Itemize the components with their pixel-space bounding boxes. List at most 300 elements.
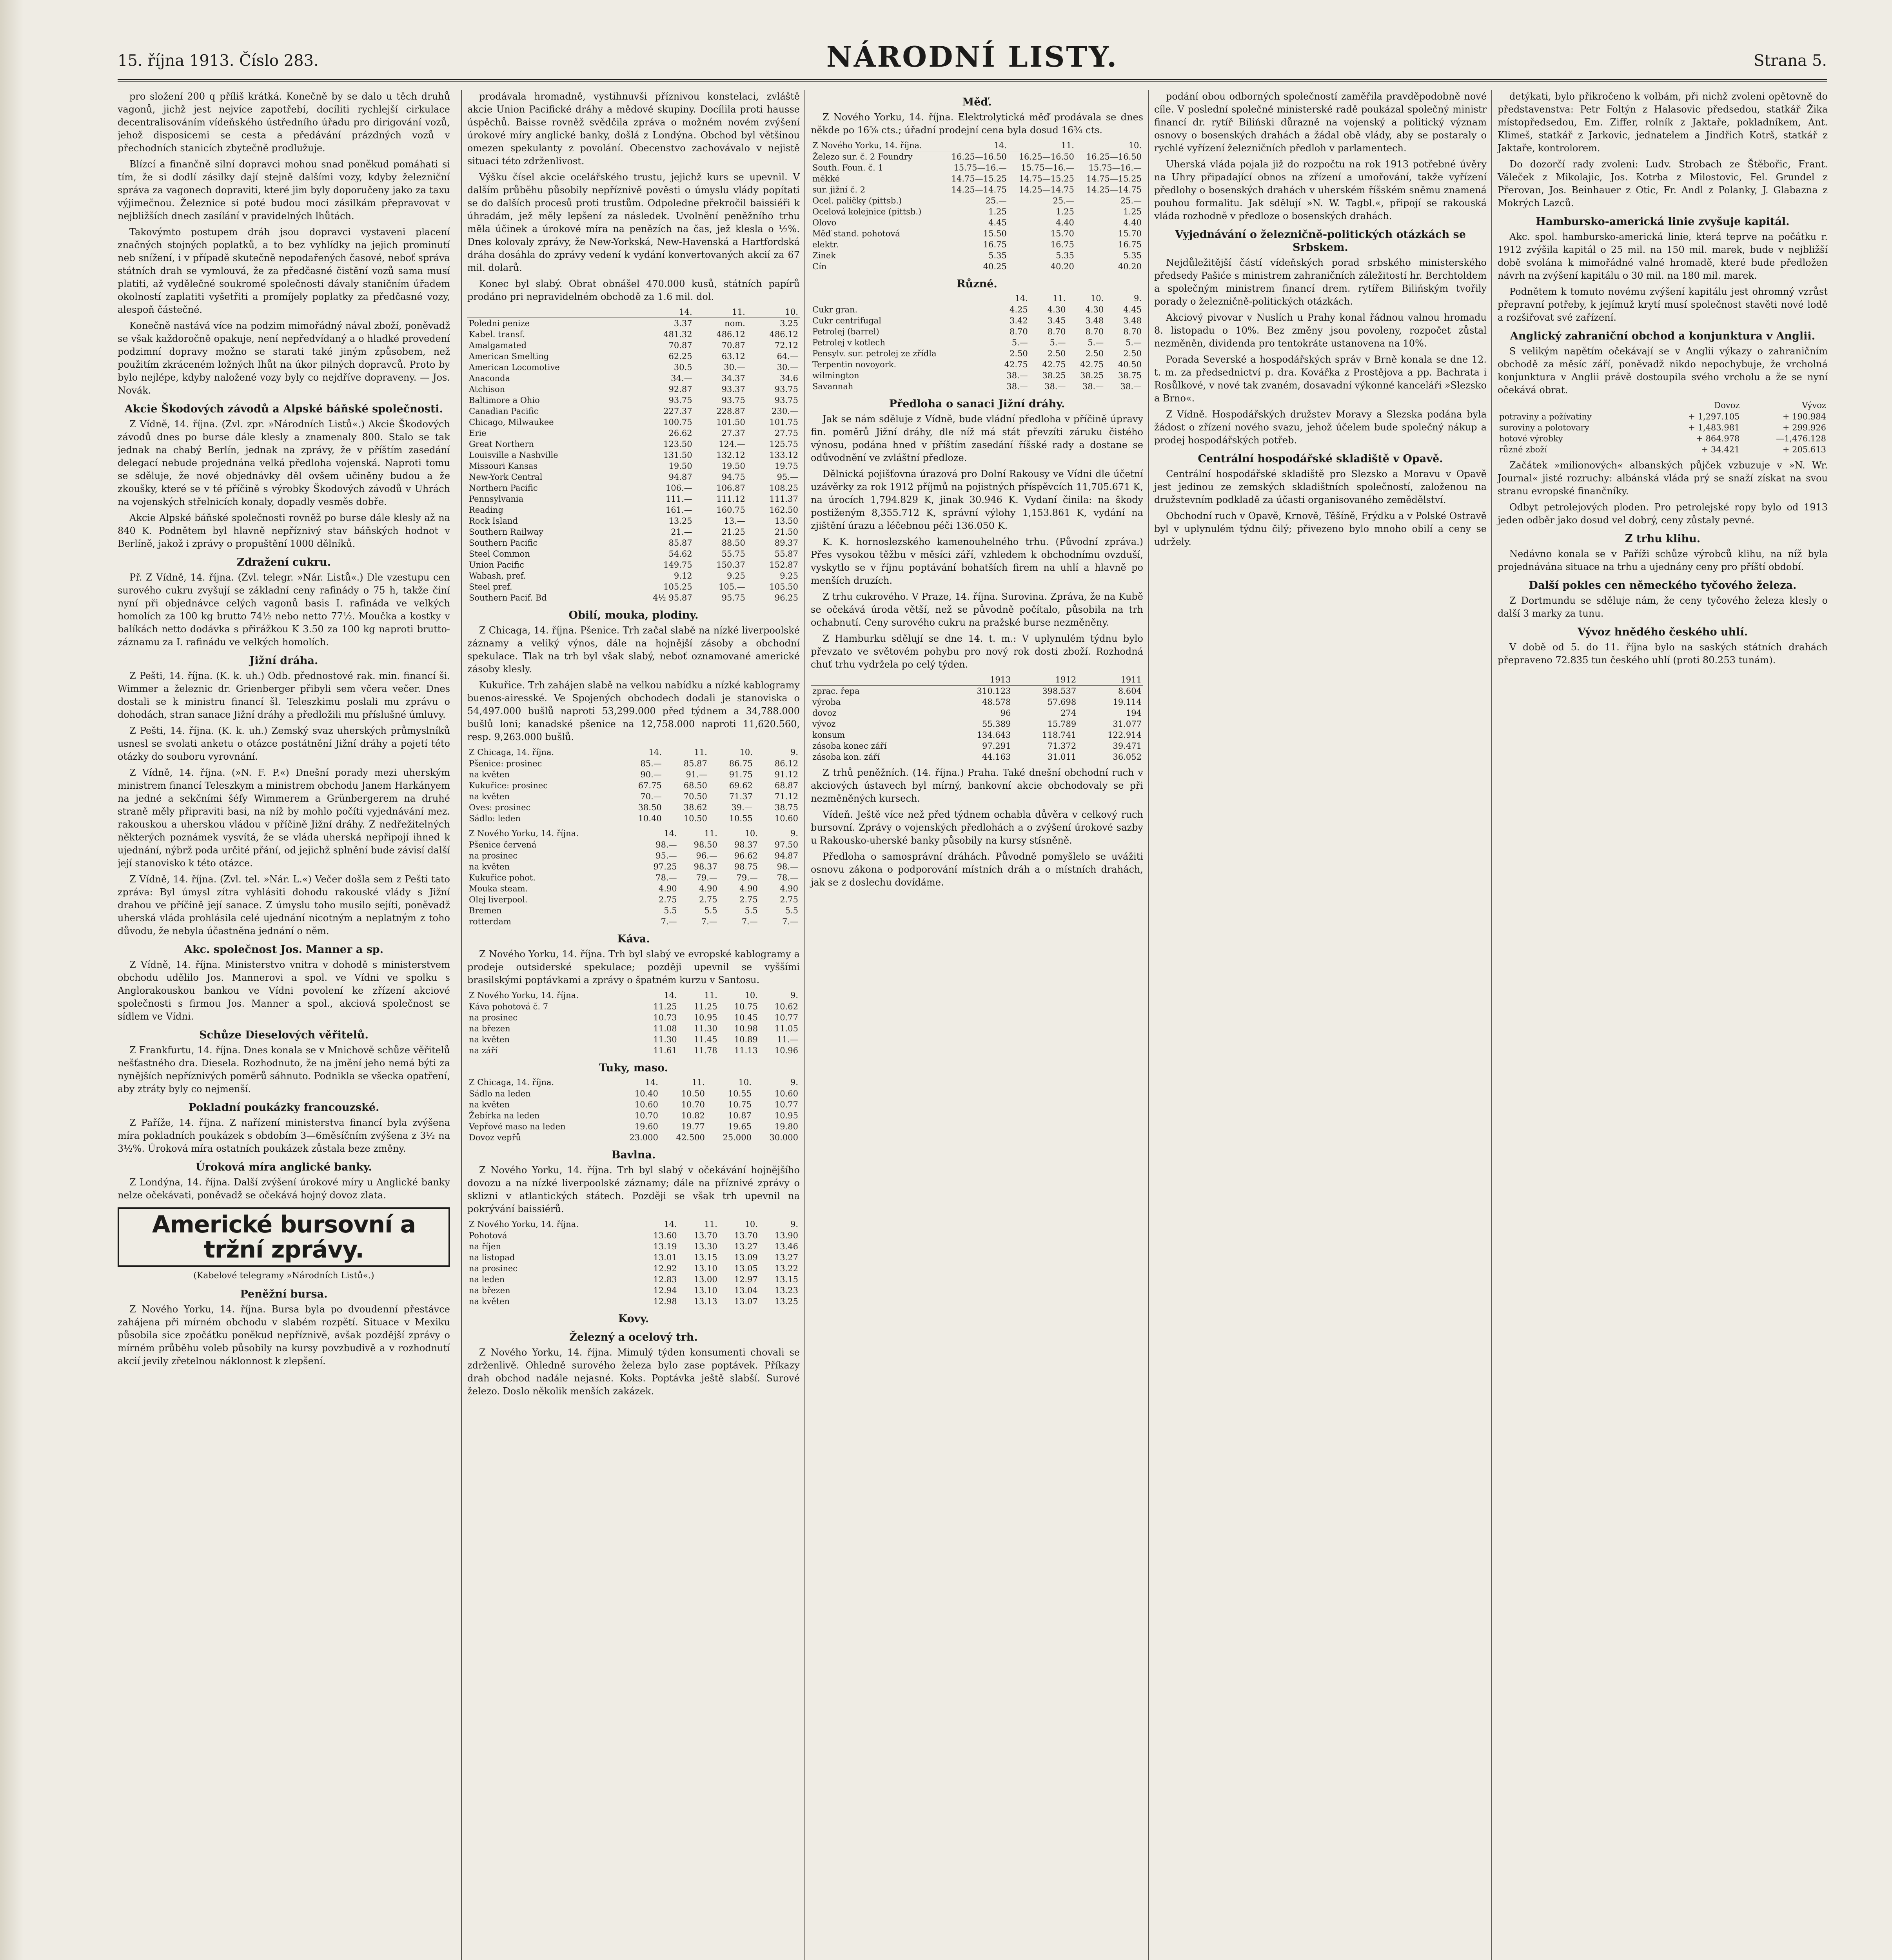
article-paragraph: Z Nového Yorku, 14. října. Elektrolytická měď prodávala se dnes někde po 16⁵⁄₈ cts.; úřadní prodejní cena byla dosud 16¾ cts.: [811, 112, 1143, 136]
table-cell: 95.75: [721, 593, 745, 603]
table-cell: 13.30: [694, 1242, 717, 1251]
table-header-cell: 10.: [1067, 293, 1105, 304]
table-cell: Olovo: [812, 218, 837, 227]
table-cell: Kabel. transf.: [469, 330, 525, 339]
table-cell: + 34.421: [1701, 445, 1740, 454]
article-paragraph: Odbyt petrolejových ploden. Pro petrolejské ropy bylo od 1913 jeden odběr jako dosud vel dobrý, ceny zůstaly pevné.: [1498, 502, 1828, 526]
table-cell: 94.87: [668, 472, 692, 482]
table-row: [467, 1252, 800, 1263]
table-cell: 4.90: [699, 884, 717, 893]
table-row: [467, 769, 800, 780]
article-paragraph: Dělnická pojišťovna úrazová pro Dolní Rakousy ve Vídni dle účetní uzávěrky za rok 1912 příjmů na pojistných příspěvcích 11,705.671 K, na úrocích 1,794.829 K, jinak 30.946 K. Vydaní činila: na škody postiženým 8,355.712 K, správní výlohy 1,153.861 K, vydání na zjištění úrazu a léčebnou péči 136.050 K.: [811, 468, 1143, 531]
table-cell: 2.75: [739, 895, 758, 904]
table-row: [467, 417, 800, 428]
table-cell: 57.698: [1047, 697, 1077, 707]
table-row: [467, 1023, 800, 1034]
table-header-cell: 14.: [618, 747, 663, 758]
table-cell: + 205.613: [1782, 445, 1826, 454]
article-paragraph: Z Vídně. Hospodářských družstev Moravy a Slezska podána byla žádost o zřízení nového svazu, jehož účelem bude společný nákup a prodej hospodářských potřeb.: [1154, 409, 1487, 446]
table-cell: + 1,297.105: [1688, 412, 1740, 421]
table-cell: 19.50: [721, 461, 745, 471]
table-cell: 8.70: [1123, 327, 1142, 336]
table-cell: Anaconda: [469, 374, 510, 383]
table-cell: 30.5: [674, 363, 692, 372]
table-cell: na březen: [469, 1024, 510, 1033]
table-cell: 230.—: [772, 407, 798, 416]
table-row: [467, 494, 800, 505]
table-row: [811, 217, 1143, 228]
table-cell: 25.—: [985, 196, 1007, 205]
article-paragraph: S velikým napětím očekávají se v Anglii výkazy o zahraničním obchodě za měsíc září, poněvadž nikdo nepochybuje, že vrcholná konjunktura v Anglii právě dostoupila svého vrcholu a že se nyní očekává obrat.: [1498, 346, 1828, 396]
quote-table-newyork_wheat: [467, 828, 800, 927]
table-cell: 14.75—15.25: [951, 174, 1007, 183]
table-cell: 101.50: [716, 417, 745, 427]
table-row: [467, 329, 800, 340]
table-cell: 10.75: [734, 1002, 758, 1011]
table-cell: 34.37: [721, 374, 745, 383]
table-cell: Reading: [469, 505, 503, 515]
table-cell: 13.13: [694, 1297, 717, 1306]
article-paragraph: Z Paříže, 14. října. Z nařízení ministerstva financí byla zvýšena míra pokladních poukázek s obdobím 3—6měsíčním zvýšena z 3½ na 3½%. Úroková míra ostatních poukázek zůstala beze změny.: [118, 1117, 450, 1154]
table-cell: na květen: [469, 1035, 510, 1044]
table-cell: Cukr centrifugal: [812, 316, 881, 325]
article-paragraph: Konec byl slabý. Obrat obnášel 470.000 kusů, státních papírů prodáno pri nepravidelném obchodě za 1.6 mil. dol.: [467, 278, 800, 302]
table-cell: Mouka steam.: [469, 884, 528, 893]
table-cell: 15.70: [1050, 229, 1074, 238]
table-cell: 10.95: [694, 1013, 717, 1022]
table-cell: + 864.978: [1696, 434, 1740, 443]
table-row: [467, 1099, 800, 1110]
table-row: [467, 1012, 800, 1023]
table-cell: 5.35: [1123, 251, 1142, 260]
article-heading: Jižní dráha.: [249, 655, 318, 667]
quote-table-bonds: [467, 307, 800, 603]
table-cell: 85.87: [683, 759, 707, 768]
table-cell: 38.—: [1044, 382, 1066, 391]
table-cell: 90.—: [640, 770, 662, 779]
table-row: [467, 483, 800, 494]
article-heading: Kovy.: [618, 1313, 649, 1325]
table-cell: 10.60: [634, 1100, 658, 1109]
table-row: [811, 730, 1143, 740]
article-paragraph: Z Dortmundu se sděluje nám, že ceny tyčového železa klesly o další 3 marky za tunu.: [1498, 595, 1828, 619]
table-cell: sur. jižní č. 2: [812, 185, 866, 194]
table-cell: 9.12: [674, 571, 692, 581]
table-cell: 3.42: [1009, 316, 1028, 325]
table-cell: 13.60: [653, 1231, 677, 1240]
table-cell: nom.: [724, 319, 745, 328]
table-header-cell: Z Nového Yorku, 14. října.: [811, 140, 941, 151]
table-cell: 68.87: [774, 781, 798, 790]
table-cell: 10.40: [634, 1089, 658, 1098]
table-header-cell: 9.: [753, 1077, 800, 1088]
article-paragraph: Z Vídně, 14. října. (»N. F. P.«) Dnešní porady mezi uherským ministrem financí Teleszkym a ministrem obchodu Janem Harkányem na jedné a sekčními šéfy Wimmerem a Grünbergerem na druhé straně měly připraviti basi, na níž by mohlo počíti vyjednávání mez. rakouskou a uherskou vládou v příčině Jižní dráhy. Z nedřežitelných některých poznámek vysvítá, že se vláda uherská nepřipojí ihned k ujednání, nýbrž poda určité přání, od jejichž splnění bude závisí další její stanovisko k této otázce.: [118, 767, 450, 869]
article-heading: Tuky, maso.: [599, 1062, 668, 1074]
table-cell: 5.35: [1056, 251, 1074, 260]
table-cell: 11.13: [734, 1046, 758, 1055]
table-cell: 31.077: [1113, 719, 1142, 729]
table-row: [811, 337, 1143, 348]
table-cell: 19.80: [774, 1122, 798, 1131]
table-header-cell: 11.: [679, 990, 719, 1001]
table-header-cell: 10.: [719, 990, 759, 1001]
table-cell: Pohotová: [469, 1231, 507, 1240]
table-cell: 10.96: [774, 1046, 798, 1055]
table-cell: 55.75: [721, 549, 745, 559]
article-paragraph: Uherská vláda pojala již do rozpočtu na rok 1913 potřebné úvěry na Uhry připadající obnos na zřízení a umořování, takže vyřízení předlohy o bosenských drahách v uherském říšském sněmu znamená pouhou formalitu. Jak sdělují »N. W. Tagbl.«, připojí se rakouská vláda rozhodně v předloze o bosenských drahách.: [1154, 159, 1487, 221]
table-cell: 93.75: [774, 385, 798, 394]
table-row: [811, 250, 1143, 261]
table-cell: 93.75: [668, 396, 692, 405]
table-cell: —1,476.128: [1776, 434, 1826, 443]
table-cell: 10.45: [734, 1013, 758, 1022]
table-cell: 2.50: [1123, 349, 1142, 358]
table-cell: 2.50: [1009, 349, 1028, 358]
table-header-cell: 14.: [638, 828, 679, 839]
article-paragraph: pro složení 200 q příliš krátká. Konečně by se dalo u těch druhů vagonů, jichž jest nejvíce zapotřebí, docíliti rychlejší cirkulace decentralisováním vídeňského ústředního úřadu pro dirigování vozů, jehož disposicemi se cesta a předávání prázdných vozů v přechodních stanicích zbytečně prodlužuje.: [118, 91, 450, 154]
table-row: [467, 581, 800, 592]
table-cell: 78.—: [777, 873, 798, 882]
table-cell: Steel Common: [469, 549, 530, 559]
table-header-cell: Z Nového Yorku, 14. října.: [467, 1219, 638, 1230]
article-heading: Zdražení cukru.: [236, 556, 331, 568]
table-cell: 13.—: [724, 516, 745, 526]
table-cell: Amalgamated: [469, 341, 527, 350]
quote-table-sugar: [811, 674, 1143, 762]
table-row: [467, 916, 800, 927]
table-cell: 19.65: [728, 1122, 752, 1131]
table-cell: 31.011: [1047, 752, 1077, 762]
table-row: [467, 439, 800, 450]
table-row: [467, 395, 800, 406]
table-cell: 2.75: [699, 895, 717, 904]
table-cell: Bremen: [469, 906, 502, 915]
masthead: [118, 36, 1827, 82]
table-cell: 118.741: [1042, 730, 1077, 740]
table-header-cell: 14.: [638, 1219, 679, 1230]
table-row: [467, 362, 800, 373]
table-cell: 5.—: [1011, 338, 1028, 347]
table-cell: 93.37: [721, 385, 745, 394]
table-cell: 111.37: [769, 494, 798, 504]
article-paragraph: Kukuřice. Trh zahájen slabě na velkou nabídku a nízké kablogramy buenos-airesské. Ve Spojených obchodech dodali je stanoviska o 54,497.000 bušlů naproti 53,299.000 před týdnem a 34,788.000 bušlů loni; kanadské pšenice na 12,758.000 naproti 11,620.560, resp. 9,263.000 bušlů.: [467, 680, 800, 742]
quote-table-cotton: [467, 1219, 800, 1307]
table-row: [467, 1274, 800, 1285]
table-row: [467, 802, 800, 813]
table-cell: 54.62: [668, 549, 692, 559]
table-cell: 5.—: [1088, 338, 1104, 347]
table-cell: 11.30: [653, 1035, 677, 1044]
table-header-row: [467, 1077, 800, 1088]
table-cell: 91.12: [774, 770, 798, 779]
table-row: [467, 1132, 800, 1143]
table-cell: 11.45: [694, 1035, 717, 1044]
table-cell: 7.—: [661, 917, 677, 926]
table-cell: 10.55: [728, 1089, 752, 1098]
table-cell: 486.12: [716, 330, 745, 339]
table-header-cell: [811, 293, 991, 304]
table-cell: 19.77: [681, 1122, 705, 1131]
table-cell: 97.291: [982, 741, 1011, 751]
table-cell: Union Pacific: [469, 560, 524, 570]
table-header-cell: 9.: [1105, 293, 1143, 304]
table-cell: 108.25: [769, 483, 798, 493]
table-cell: 40.50: [1118, 360, 1142, 369]
table-cell: 98.75: [734, 862, 758, 871]
table-cell: 10.50: [681, 1089, 705, 1098]
table-cell: 13.25: [774, 1297, 798, 1306]
table-header-cell: 9.: [759, 990, 800, 1001]
table-cell: 13.50: [774, 516, 798, 526]
columns-container: [118, 90, 1827, 1960]
article-heading: Vývoz hnědého českého uhlí.: [1577, 626, 1748, 638]
table-cell: 70.—: [640, 792, 662, 801]
article-paragraph: Jak se nám sděluje z Vídně, bude vládní předloha v příčině úpravy fin. poměrů Jižní dráhy, dle níž má stát převzíti záruku čistého výnosu, podána hned v příštím zasedání říšské rady a dostane se odůvodnění ve zvláštní předloze.: [811, 414, 1143, 463]
table-header-cell: [467, 307, 623, 318]
table-row: [811, 162, 1143, 173]
table-cell: 15.789: [1047, 719, 1077, 729]
table-cell: 89.37: [774, 538, 798, 548]
table-cell: 38.—: [1006, 371, 1028, 380]
table-row: [811, 719, 1143, 730]
table-cell: 42.75: [1004, 360, 1028, 369]
table-cell: 486.12: [769, 330, 798, 339]
table-cell: Vepřové maso na leden: [469, 1122, 566, 1131]
article-paragraph: Centrální hospodářské skladiště pro Slezsko a Moravu v Opavě jest jedinou ze zemských skladištních společností, založenou na družstevním podkladě za účasti organisovaného zemědělství.: [1154, 468, 1487, 505]
article-paragraph: Z Nového Yorku, 14. října. Bursa byla po dvoudenní přestávce zahájena při mírném obchodu v slabém rozpětí. Situace v Mexiku působila sice zpočátku poněkud nepříznivě, avšak pozdější zprávy o mírném průběhu voleb působily na kursy povzbudivě a v rozhodnutí akcií jevily zřetelnou náklonnost k zlepšení.: [118, 1304, 450, 1367]
table-cell: 30.000: [769, 1133, 798, 1142]
table-cell: 79.—: [736, 873, 758, 882]
table-cell: Sádlo na leden: [469, 1089, 531, 1098]
table-row: [467, 1285, 800, 1296]
table-cell: 9.25: [780, 571, 798, 581]
table-cell: 70.87: [668, 341, 692, 350]
article-heading: Pokladní poukázky francouzské.: [188, 1102, 379, 1114]
table-cell: 10.40: [638, 814, 662, 823]
table-header-cell: 11.: [1030, 293, 1068, 304]
article-heading: Další pokles cen německého tyčového železa.: [1529, 579, 1797, 592]
table-cell: 39.471: [1113, 741, 1142, 751]
table-cell: Olej liverpool.: [469, 895, 528, 904]
table-cell: 227.37: [663, 407, 692, 416]
table-cell: 13.27: [774, 1253, 798, 1262]
table-cell: Pšenice červená: [469, 840, 537, 849]
table-cell: 8.70: [1009, 327, 1028, 336]
table-cell: 55.87: [774, 549, 798, 559]
table-cell: 13.23: [774, 1286, 798, 1295]
table-row: [467, 850, 800, 861]
table-header-cell: 11.: [663, 747, 709, 758]
article-paragraph: Z Nového Yorku, 14. října. Mimulý týden konsumenti chovali se zdrženlivě. Ohledně surového železa bylo zase poptávek. Příkazy drah obchod nadále nejasné. Koks. Poptávka ještě slabší. Surové železo. Doslo několik menších zakázek.: [467, 1347, 800, 1397]
table-cell: 67.75: [638, 781, 662, 790]
table-row: [811, 708, 1143, 719]
table-cell: 106.—: [665, 483, 692, 493]
table-cell: 71.372: [1047, 741, 1077, 751]
quote-table-lard: [467, 1077, 800, 1143]
table-cell: Pennsylvania: [469, 494, 524, 504]
article-paragraph: Akc. spol. hambursko-americká linie, která teprve na počátku r. 1912 zvýšila kapitál o 25 mil. na 150 mil. marek, bude v nejbližší době svolána k mimořádné valné hromadě, které bude předložen návrh na zvýšení kapitálu o 30 mil. na 180 mil. marek.: [1498, 231, 1828, 281]
table-cell: 23.000: [629, 1133, 658, 1142]
table-row: [811, 239, 1143, 250]
table-cell: 44.163: [982, 752, 1011, 762]
table-row: [467, 340, 800, 351]
table-cell: Chicago, Milwaukee: [469, 417, 554, 427]
table-row: [467, 839, 800, 851]
table-cell: + 299.926: [1782, 423, 1826, 432]
table-cell: 4.90: [658, 884, 677, 893]
table-row: [811, 348, 1143, 359]
table-cell: Northern Pacific: [469, 483, 538, 493]
table-row: [467, 780, 800, 791]
table-cell: 13.25: [668, 516, 692, 526]
table-row: [467, 461, 800, 472]
article-paragraph: Z Frankfurtu, 14. října. Dnes konala se v Mnichově schůze věřitelů nešťastného dra. Diesela. Rozhodnuto, že na jmění jeho nemá býti za nynějších nepříznivých poměrů sáhnuto. Podnikla se všecka opatření, aby ztráty byly co nejmenší.: [118, 1045, 450, 1094]
article-paragraph: Z trhu cukrového. V Praze, 14. října. Surovina. Zpráva, že na Kubě se očekává úroda větší, než se původně počítalo, působila na trh ochabnutí. Ceny surového cukru na pražské burse nezměněny.: [811, 591, 1143, 628]
table-cell: 16.25—16.50: [951, 152, 1007, 162]
table-header-cell: 10.: [706, 1077, 753, 1088]
table-header-cell: 10.: [709, 747, 754, 758]
table-cell: 94.87: [774, 851, 798, 860]
table-cell: 10.98: [734, 1024, 758, 1033]
table-cell: 86.12: [774, 759, 798, 768]
table-cell: konsum: [812, 730, 845, 740]
table-cell: na prosinec: [469, 1264, 518, 1273]
table-row: [467, 1296, 800, 1307]
table-cell: 11.61: [653, 1046, 677, 1055]
table-header-cell: 14.: [623, 307, 694, 318]
column-4: [1148, 90, 1492, 1960]
table-row: [467, 758, 800, 769]
article-heading: Různé.: [957, 278, 997, 290]
table-cell: 26.62: [668, 428, 692, 438]
table-cell: 13.10: [694, 1286, 717, 1295]
table-cell: 96.—: [696, 851, 717, 860]
table-cell: Steel pref.: [469, 582, 512, 592]
table-cell: na listopad: [469, 1253, 515, 1262]
table-cell: 105.—: [719, 582, 745, 592]
table-cell: 92.87: [668, 385, 692, 394]
article-heading: Káva.: [617, 933, 650, 945]
table-cell: 13.15: [694, 1253, 717, 1262]
table-cell: 7.—: [701, 917, 717, 926]
table-cell: 5.—: [1049, 338, 1066, 347]
table-cell: 4.45: [1123, 305, 1142, 314]
table-cell: 85.87: [668, 538, 692, 548]
table-cell: wilmington: [812, 371, 859, 380]
table-cell: 39.—: [731, 803, 753, 812]
table-row: [811, 228, 1143, 239]
table-cell: 34.—: [671, 374, 692, 383]
table-cell: 91.—: [686, 770, 707, 779]
table-cell: 100.75: [663, 417, 692, 427]
table-cell: 25.000: [723, 1133, 752, 1142]
table-cell: 11.25: [653, 1002, 677, 1011]
article-paragraph: Obchodní ruch v Opavě, Krnově, Těšíně, Frýdku a v Polské Ostravě byl v uplynulém týdnu čilý; přivezeno bylo mnoho obilí a ceny se udržely.: [1154, 510, 1487, 547]
table-row: [467, 1034, 800, 1045]
quote-table-coffee: [467, 990, 800, 1056]
table-cell: 10.82: [681, 1111, 705, 1120]
table-cell: na květen: [469, 792, 510, 801]
article-heading: Předloha o sanaci Jižní dráhy.: [889, 398, 1065, 410]
table-row: [467, 318, 800, 329]
table-cell: Cín: [812, 262, 827, 271]
table-cell: Wabash, pref.: [469, 571, 526, 581]
article-heading: Vyjednávání o železničně-politických otázkách se Srbskem.: [1175, 229, 1466, 254]
table-cell: hotové výrobky: [1499, 434, 1563, 443]
table-cell: 13.07: [734, 1297, 758, 1306]
table-cell: 122.914: [1108, 730, 1142, 740]
table-cell: 11.05: [774, 1024, 798, 1033]
table-cell: na prosinec: [469, 851, 518, 860]
table-row: [811, 315, 1143, 326]
article-paragraph: Vídeň. Ještě více než před týdnem ochabla důvěra v celkový ruch bursovní. Zprávy o vojenských předlohách a o zvýšení úrokové sazby u Rakousko-uherské banky působily na kursy stísněně.: [811, 809, 1143, 846]
table-cell: 105.50: [769, 582, 798, 592]
article-paragraph: Začátek »milionových« albanských půjček vzbuzuje v »N. Wr. Journal« jisté rozruchy: albánská vláda prý se snaží získat na svou stranu evropské finančníky.: [1498, 460, 1828, 497]
table-cell: 106.87: [716, 483, 745, 493]
table-header-cell: Vývoz: [1741, 400, 1828, 411]
table-cell: Louisville a Nashville: [469, 450, 558, 460]
table-cell: Petrolej (barrel): [812, 327, 879, 336]
table-header-cell: 14.: [613, 1077, 660, 1088]
table-cell: Pensylv. sur. petrolej ze zřídla: [812, 349, 937, 358]
table-cell: 13.22: [774, 1264, 798, 1273]
table-cell: 3.37: [674, 319, 692, 328]
table-cell: 124.—: [719, 439, 745, 449]
table-cell: zásoba konec září: [812, 741, 887, 751]
table-header-row: [467, 1219, 800, 1230]
table-header-cell: 14.: [638, 990, 679, 1001]
article-heading: Úroková míra anglické banky.: [196, 1161, 372, 1173]
article-heading: Hambursko-americká linie zvyšuje kapitál.: [1536, 216, 1790, 228]
table-cell: 10.70: [634, 1111, 658, 1120]
table-cell: 5.5: [664, 906, 677, 915]
table-row: [467, 472, 800, 483]
table-cell: 15.75—16.—: [953, 163, 1007, 172]
article-heading: Schůze Dieselových věřitelů.: [199, 1029, 369, 1041]
table-cell: 10.95: [774, 1111, 798, 1120]
table-cell: 40.25: [983, 262, 1007, 271]
table-row: [811, 686, 1143, 697]
table-header-cell: Z Chicaga, 14. října.: [467, 747, 618, 758]
table-cell: elektr.: [812, 240, 839, 249]
table-cell: na květen: [469, 770, 510, 779]
table-row: [811, 173, 1143, 184]
table-cell: Železo sur. č. 2 Foundry: [812, 152, 913, 162]
table-cell: 14.25—14.75: [1086, 185, 1142, 194]
table-row: [467, 813, 800, 824]
table-cell: Cukr gran.: [812, 305, 858, 314]
table-cell: 78.—: [655, 873, 677, 882]
table-header-cell: 1913: [947, 674, 1013, 686]
table-header-cell: 14.: [941, 140, 1008, 151]
table-cell: 161.—: [665, 505, 692, 515]
table-cell: 13.00: [694, 1275, 717, 1284]
table-header-cell: Z Nového Yorku, 14. října.: [467, 990, 638, 1001]
table-row: [467, 905, 800, 916]
table-header-cell: 10.: [747, 307, 800, 318]
column-1: [118, 90, 456, 1960]
table-row: [467, 861, 800, 872]
table-row: [467, 537, 800, 548]
table-cell: 13.01: [653, 1253, 677, 1262]
table-cell: 79.—: [696, 873, 717, 882]
table-cell: 62.25: [668, 352, 692, 361]
table-cell: 72.12: [774, 341, 798, 350]
table-cell: Terpentin novoyork.: [812, 360, 897, 369]
table-cell: 9.25: [727, 571, 745, 581]
table-row: [811, 370, 1143, 381]
table-cell: 5.5: [785, 906, 798, 915]
